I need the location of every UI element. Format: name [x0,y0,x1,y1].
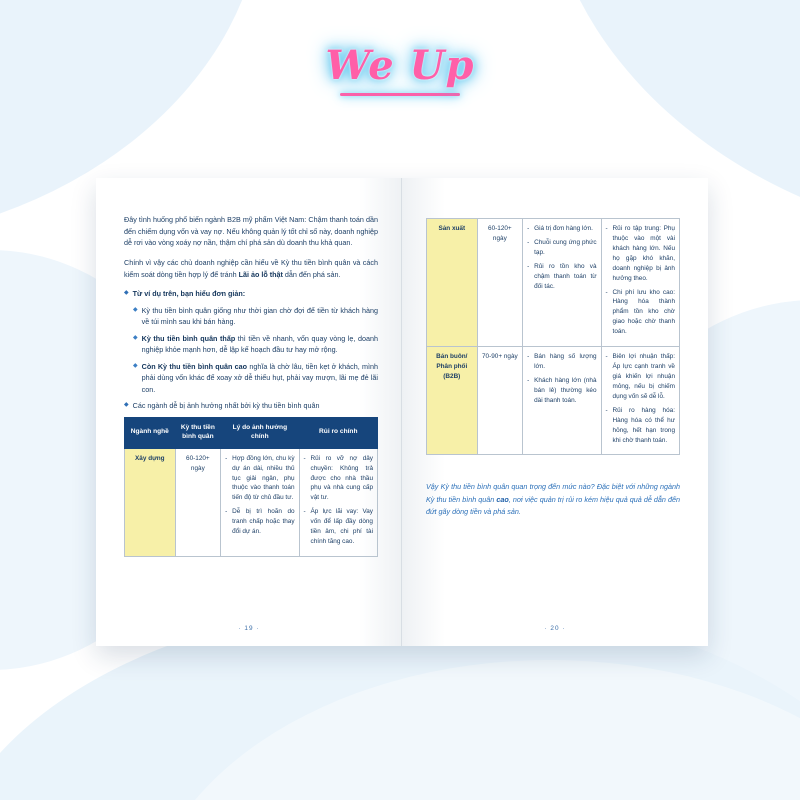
bullet-low-dso-lead: Kỳ thu tiền bình quân thấp [141,333,236,343]
table-header-dso: Kỳ thu tiền bình quân [175,417,221,448]
bullet-high-dso-lead: Còn Kỳ thu tiền bình quân cao [141,361,248,371]
list-item: - Rủi ro tồn kho và chậm thanh toán từ đối tác. [534,262,596,292]
table-header-risk: Rủi ro chính [299,417,377,448]
cell-industry-reasons [523,219,601,347]
list-item: - Rủi ro hàng hóa: Hàng hóa có thể hư hỏng, hết hạn trong khi chờ thanh toán. [613,406,675,446]
left-paragraph-2: Chính vì vậy các chủ doanh nghiệp cần hiểu về Kỳ thu tiền bình quân và cách kiểm soát dòng tiền hợp lý để tránh Lãi ảo lỗ thật dẫn đến phá sản. [124,257,378,279]
bullet-high-dso-text: Còn Kỳ thu tiền bình quân cao nghĩa là chờ lâu, tiền kẹt ở khách, mình phải dùng vốn khác để xoay xở dễ thiếu hụt, phải vay mượn, lãi mẹ đẻ lãi con. [141,361,378,394]
table-row [125,448,378,556]
table-header-row [125,417,378,448]
table-row [427,347,680,455]
cell-industry-dso: 60-120+ ngày [477,219,523,347]
diamond-bullet-icon: ◆ [124,290,129,297]
cell-industry-risks [299,448,377,556]
bullet-intro-label: Từ ví dụ trên, bạn hiểu đơn giản: [132,289,246,299]
bullet-low-dso [133,333,378,356]
closing-note-emphasis: cao [496,494,509,504]
diamond-bullet-icon: ◆ [133,362,138,369]
list-item: - Chuỗi cung ứng phức tạp. [534,238,596,258]
bullet-intro [124,288,378,300]
industry-table-left [124,417,378,557]
list-item: - Áp lực lãi vay: Vay vốn để lấp đầy dòng tiền âm, chi phí tài chính tăng cao. [311,507,373,547]
left-paragraph-1: Đây tình huống phổ biến ngành B2B mỹ phẩm Việt Nam: Chậm thanh toán dần đến chiếm dụng vốn và vay nợ. Nếu không quản lý tốt chỉ số này, doanh nghiệp dễ rơi vào vòng xoáy nợ nần, thậm chí phá sản dù doanh thu khả quan. [124,215,378,248]
cell-industry-reasons [221,448,299,556]
closing-note: Vậy Kỳ thu tiền bình quân quan trọng đến mức nào? Đặc biệt với những ngành Kỳ thu tiền bình quân cao, nơi việc quản trị rủi ro kém hiệu quả quả dễ dẫn đến đứt gãy dòng tiền và phá sản. [426,482,680,516]
bullet-low-dso-text: Kỳ thu tiền bình quân thấp thì tiền về nhanh, vốn quay vòng lẹ, doanh nghiệp khỏe mạnh hơn, dễ lập kế hoạch đầu tư hay mở rộng. [141,333,378,355]
cell-industry-reasons [523,347,601,455]
diamond-bullet-icon: ◆ [124,402,129,409]
list-item: - Rủi ro vỡ nợ dây chuyền: Không trả được cho nhà thầu phụ và nhà cung cấp vật tư. [311,454,373,504]
diamond-bullet-icon: ◆ [133,306,138,313]
bullet-industries-text: Các ngành dễ bị ảnh hưởng nhất bởi kỳ thu tiền bình quân [132,401,320,411]
open-book [96,178,708,646]
list-item: - Rủi ro tập trung: Phụ thuộc vào một vài khách hàng lớn. Nếu họ gặp khó khăn, doanh nghiệp bị ảnh hưởng theo. [613,224,675,284]
list-item: - Dễ bị trì hoãn do tranh chấp hoặc thay đổi dự án. [232,507,294,537]
cell-industry-risks [601,219,679,347]
cell-industry-name: Sản xuất [427,219,478,347]
table-header-industry: Ngành nghề [125,417,176,448]
industry-table-right [426,218,680,455]
page-number-right: · 20 · [544,625,566,632]
list-item: - Giá trị đơn hàng lớn. [534,224,596,234]
logo-badge [282,0,518,110]
list-item: - Hợp đồng lớn, chu kỳ dự án dài, nhiều thủ tục giải ngân, phụ thuộc vào thanh toán tiến độ từ chủ đầu tư. [232,454,294,504]
book-page-left [96,178,402,646]
bullet-industries [124,400,378,412]
cell-industry-dso: 60-120+ ngày [175,448,221,556]
bullet-high-dso [133,361,378,396]
cell-industry-dso: 70-90+ ngày [477,347,523,455]
list-item: - Chi phí lưu kho cao: Hàng hóa thành phẩm tồn kho chờ giao hoặc chờ thanh toán. [613,288,675,338]
logo-underline [340,93,460,96]
logo-text: We Up [325,42,475,89]
bullet-definition [133,305,378,328]
cell-industry-risks [601,347,679,455]
list-item: - Biên lợi nhuận thấp: Áp lực cạnh tranh về giá khiến lợi nhuận mỏng, nếu bị chiếm dụng vốn sẽ dễ lỗ. [613,352,675,402]
diamond-bullet-icon: ◆ [133,334,138,341]
list-item: - Bán hàng số lượng lớn. [534,352,596,372]
list-item: - Khách hàng lớn (nhà bán lẻ) thường kéo dài thanh toán. [534,376,596,406]
page-number-left: · 19 · [238,625,260,632]
left-paragraph-2-emphasis: Lãi ảo lỗ thật [238,269,283,279]
cell-industry-name: Bán buôn/ Phân phối (B2B) [427,347,478,455]
book-page-right [402,178,708,646]
bullet-definition-text: Kỳ thu tiền bình quân giống như thời gian chờ đợi để tiền từ khách hàng về túi mình sau khi bán hàng. [141,305,378,327]
we-up-logo [325,42,475,96]
cell-industry-name: Xây dựng [125,448,176,556]
table-row [427,219,680,347]
table-header-reason: Lý do ảnh hưởng chính [221,417,299,448]
